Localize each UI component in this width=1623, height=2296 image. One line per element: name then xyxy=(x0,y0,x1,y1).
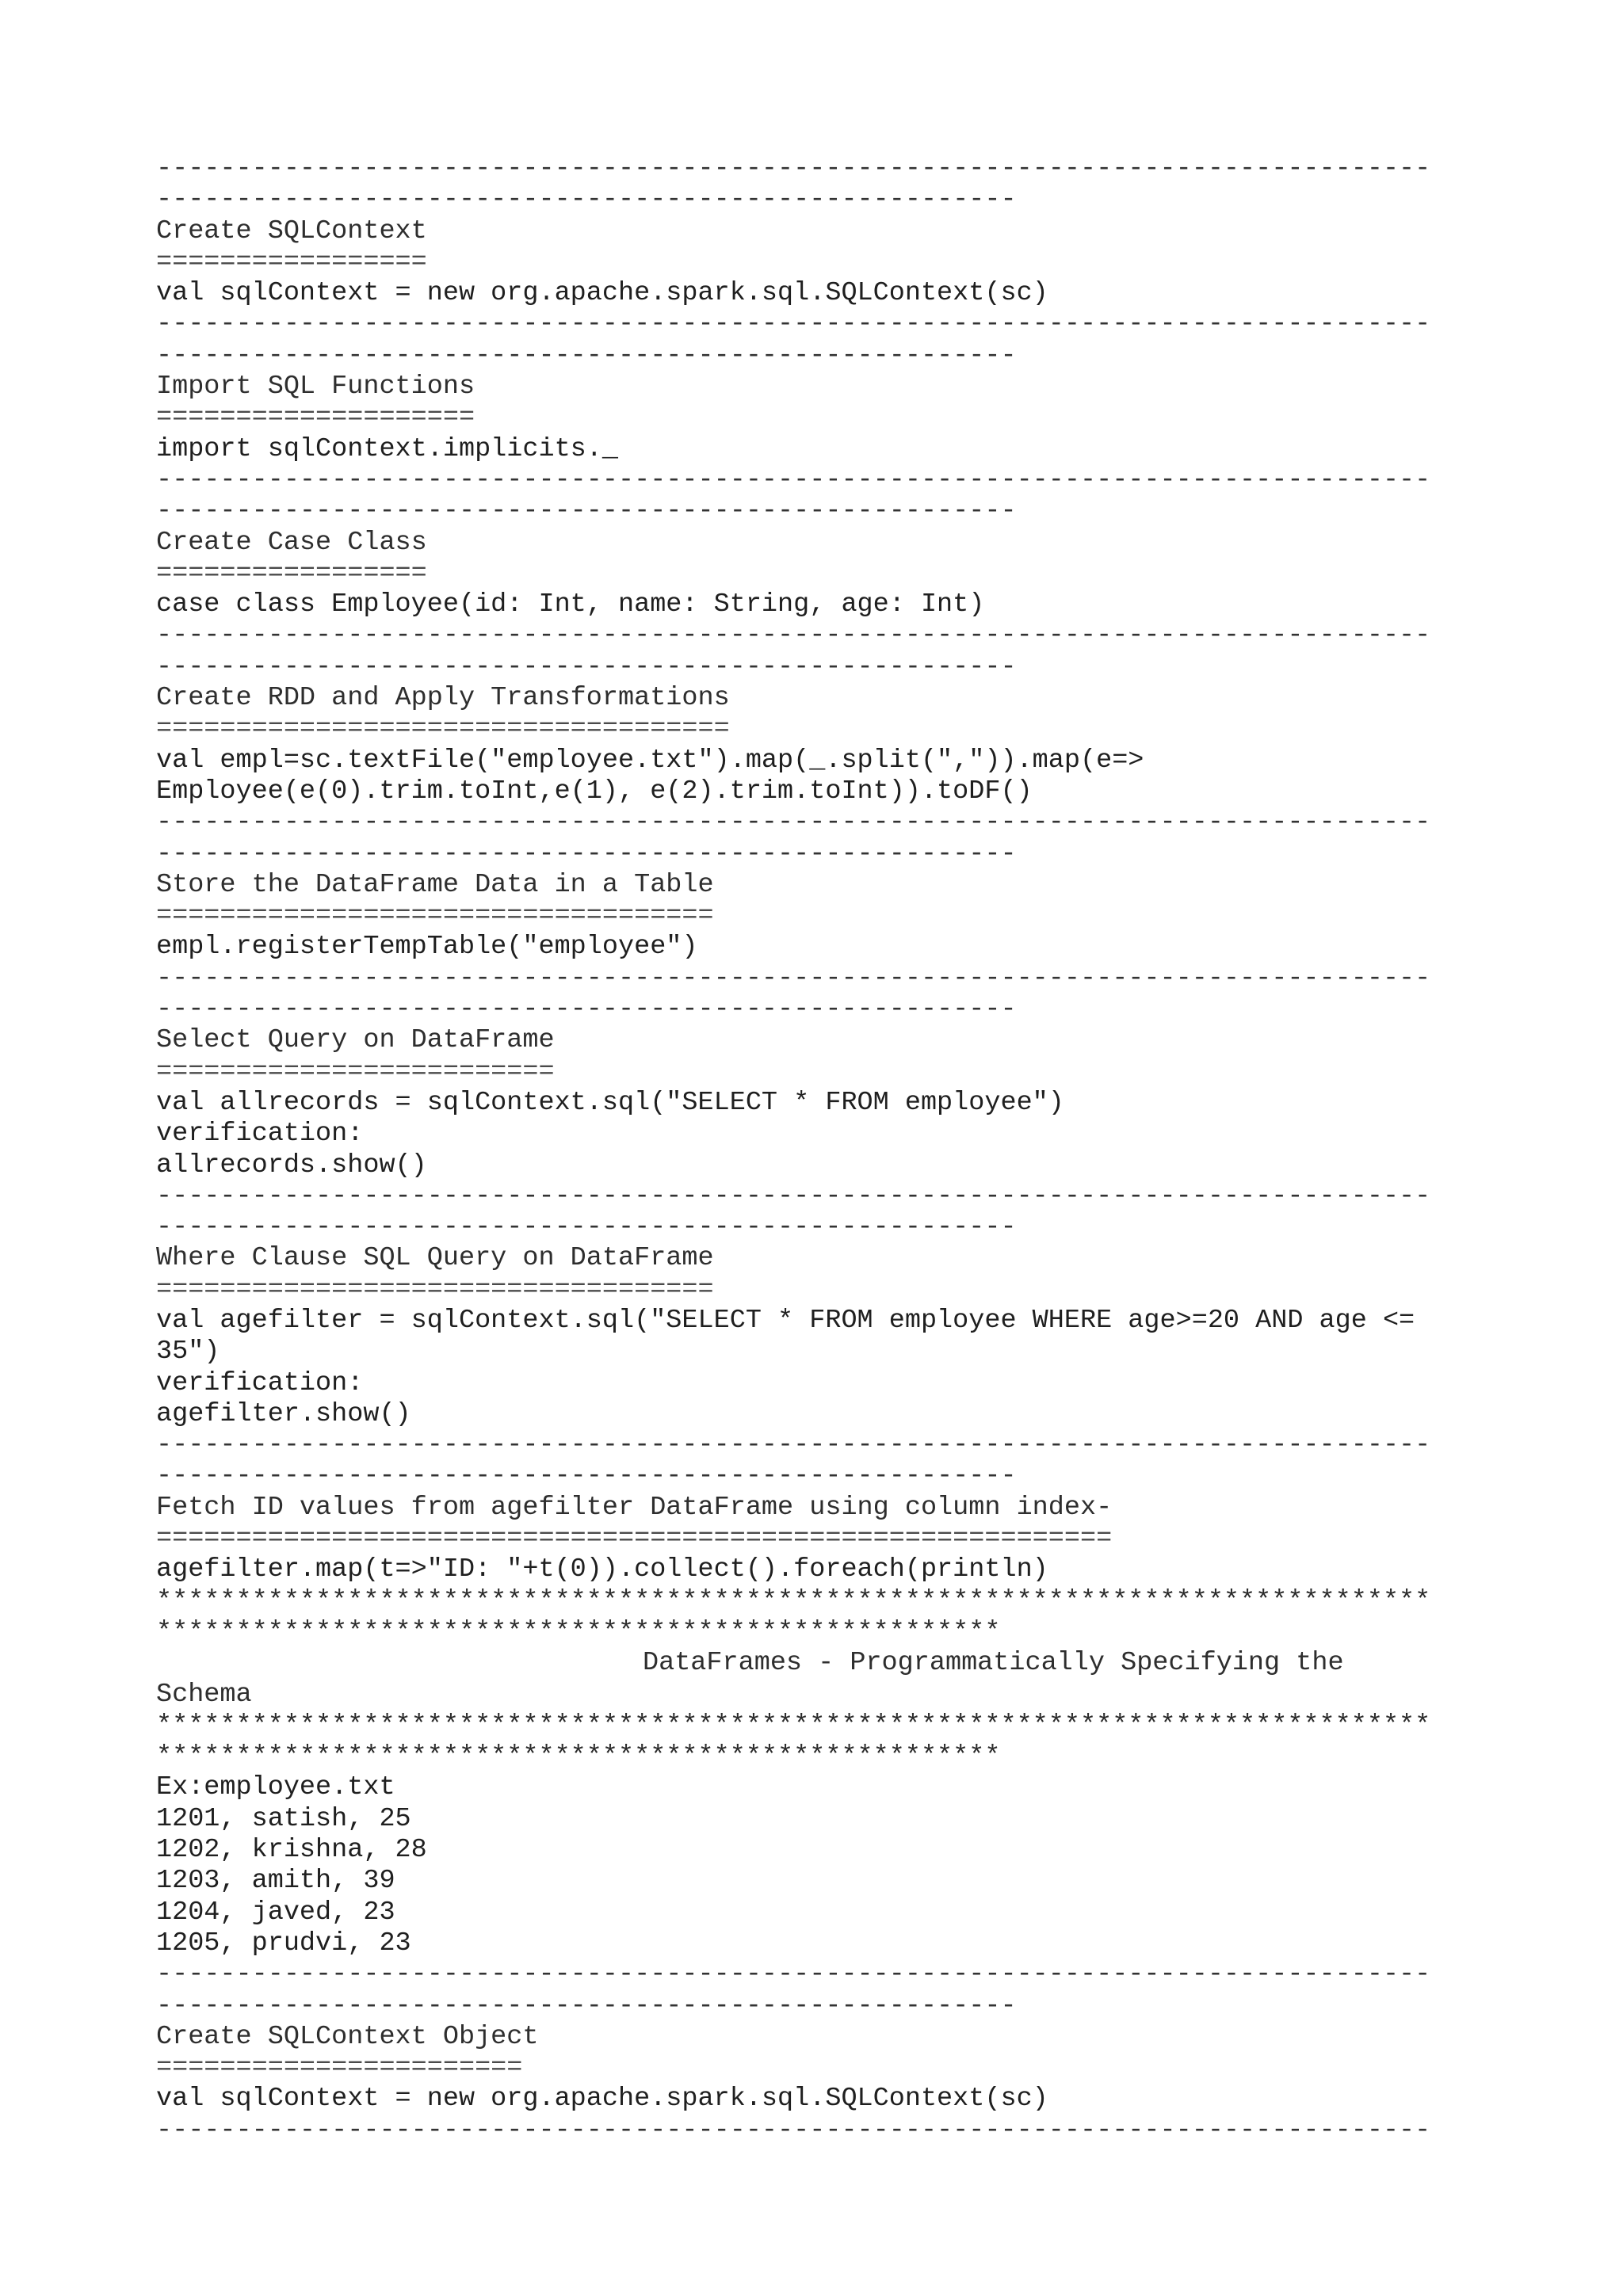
heading-underline: ================= xyxy=(156,558,427,589)
separator-line: -------------------------------------------------------------------------------- xyxy=(156,2115,1431,2145)
document-page xyxy=(156,154,1487,2146)
example-file-label: Ex:employee.txt xyxy=(156,1772,395,1803)
separator-line: ------------------------------------------------------ xyxy=(156,1990,1017,2021)
separator-line: ------------------------------------------------------ xyxy=(156,838,1017,869)
star-separator: ******************************************************************************** xyxy=(156,1710,1431,1741)
chapter-title: DataFrames - Programmatically Specifying the xyxy=(643,1648,1344,1679)
separator-line: ------------------------------------------------------ xyxy=(156,994,1017,1025)
code-line: val empl=sc.textFile("employee.txt").map(_.split(",")).map(e=> xyxy=(156,745,1144,776)
separator-line: -------------------------------------------------------------------------------- xyxy=(156,154,1431,184)
code-line: empl.registerTempTable("employee") xyxy=(156,932,698,963)
example-data-row: 1201, satish, 25 xyxy=(156,1803,411,1834)
code-line: agefilter.map(t=>"ID: "+t(0)).collect().foreach(println) xyxy=(156,1554,1048,1585)
separator-line: ------------------------------------------------------ xyxy=(156,496,1017,527)
code-line: allrecords.show() xyxy=(156,1150,427,1180)
code-line: case class Employee(id: Int, name: String, age: Int) xyxy=(156,589,985,620)
code-line: val allrecords = sqlContext.sql("SELECT * FROM employee") xyxy=(156,1087,1064,1118)
section-heading: Import SQL Functions xyxy=(156,372,475,402)
section-heading: Where Clause SQL Query on DataFrame xyxy=(156,1243,714,1274)
separator-line: -------------------------------------------------------------------------------- xyxy=(156,807,1431,838)
star-separator: ******************************************************************************** xyxy=(156,1585,1431,1616)
separator-line: ------------------------------------------------------ xyxy=(156,340,1017,371)
example-data-row: 1205, prudvi, 23 xyxy=(156,1928,411,1958)
example-data-row: 1204, javed, 23 xyxy=(156,1897,395,1928)
section-heading: Create RDD and Apply Transformations xyxy=(156,683,730,714)
separator-line: -------------------------------------------------------------------------------- xyxy=(156,309,1431,340)
section-heading: Fetch ID values from agefilter DataFrame using column index- xyxy=(156,1492,1113,1523)
separator-line: ------------------------------------------------------ xyxy=(156,1212,1017,1243)
separator-line: ------------------------------------------------------ xyxy=(156,651,1017,682)
example-data-row: 1202, krishna, 28 xyxy=(156,1835,427,1866)
separator-line: -------------------------------------------------------------------------------- xyxy=(156,620,1431,651)
heading-underline: ================= xyxy=(156,246,427,277)
star-separator: ***************************************************** xyxy=(156,1616,1001,1647)
separator-line: -------------------------------------------------------------------------------- xyxy=(156,963,1431,994)
code-line: import sqlContext.implicits._ xyxy=(156,433,618,464)
separator-line: -------------------------------------------------------------------------------- xyxy=(156,464,1431,495)
code-line: verification: xyxy=(156,1119,364,1150)
section-heading: Create SQLContext Object xyxy=(156,2021,539,2052)
heading-underline: ==================================== xyxy=(156,714,730,745)
section-heading: Create Case Class xyxy=(156,527,427,558)
heading-underline: ==================== xyxy=(156,402,475,433)
example-data-row: 1203, amith, 39 xyxy=(156,1866,395,1897)
code-line: Employee(e(0).trim.toInt,e(1), e(2).trim.toInt)).toDF() xyxy=(156,776,1033,807)
chapter-title-continued: Schema xyxy=(156,1679,252,1710)
heading-underline: ============================================================ xyxy=(156,1524,1113,1554)
code-line: 35") xyxy=(156,1337,220,1367)
code-line: val agefilter = sqlContext.sql("SELECT * FROM employee WHERE age>=20 AND age <= xyxy=(156,1305,1415,1336)
code-line: val sqlContext = new org.apache.spark.sql.SQLContext(sc) xyxy=(156,2084,1048,2115)
heading-underline: =================================== xyxy=(156,901,714,932)
heading-underline: ========================= xyxy=(156,1056,555,1087)
code-line: val sqlContext = new org.apache.spark.sql.SQLContext(sc) xyxy=(156,278,1048,309)
code-line: agefilter.show() xyxy=(156,1398,411,1429)
heading-underline: =================================== xyxy=(156,1274,714,1305)
section-heading: Select Query on DataFrame xyxy=(156,1025,555,1056)
separator-line: ------------------------------------------------------ xyxy=(156,185,1017,215)
section-heading: Store the DataFrame Data in a Table xyxy=(156,869,714,900)
star-separator: ***************************************************** xyxy=(156,1741,1001,1772)
section-heading: Create SQLContext xyxy=(156,215,427,246)
heading-underline: ======================= xyxy=(156,2053,523,2084)
separator-line: -------------------------------------------------------------------------------- xyxy=(156,1180,1431,1211)
separator-line: -------------------------------------------------------------------------------- xyxy=(156,1430,1431,1461)
code-line: verification: xyxy=(156,1367,364,1398)
separator-line: -------------------------------------------------------------------------------- xyxy=(156,1959,1431,1990)
separator-line: ------------------------------------------------------ xyxy=(156,1461,1017,1492)
